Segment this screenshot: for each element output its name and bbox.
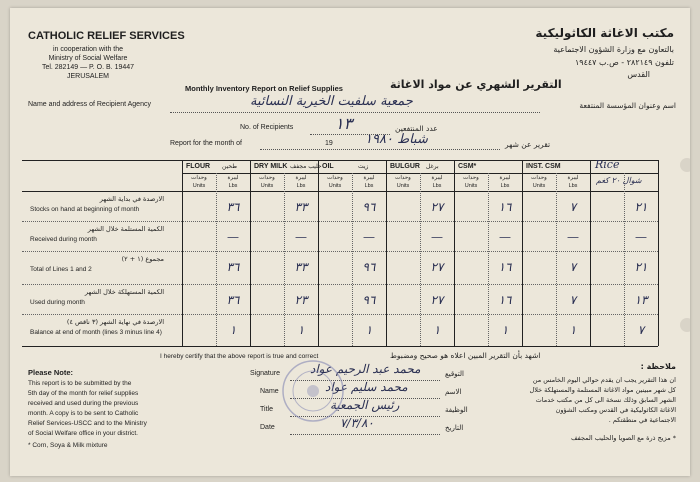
note-title-ar: ملاحظة :: [640, 362, 676, 371]
table-cell: —: [635, 230, 647, 244]
org-city-ar: القدس: [627, 70, 650, 79]
row-label-en: Balance at end of month (lines 3 minus line 4): [30, 329, 162, 336]
name-label: Name: [260, 388, 279, 395]
table-cell: —: [363, 230, 375, 244]
title-label: Title: [260, 406, 273, 413]
agency-label: Name and address of Recipient Agency: [28, 101, 151, 108]
sub-header-lbs_ar: ليبرة: [499, 175, 511, 181]
sub-header-lbs: Lbs: [568, 183, 578, 189]
sub-header-lbs: Lbs: [296, 183, 306, 189]
row-divider: [22, 251, 658, 252]
table-cell: ٣٦: [226, 260, 240, 274]
sub-header-units_ar: وحدات: [327, 175, 343, 181]
row-label-en: Stocks on hand at beginning of month: [30, 206, 140, 213]
name-value: محمد سليم عواد: [325, 380, 408, 394]
table-cell: ٧: [569, 200, 577, 214]
month-underline: [260, 149, 500, 150]
table-cell: ٩٦: [362, 200, 376, 214]
row-divider: [22, 284, 658, 285]
agency-stamp: [278, 356, 348, 426]
certify-text: I hereby certify that the above report is true and correct: [160, 353, 319, 360]
org-tel-ar: تلفون ٢٨٢١٤٩ - ص.ب ١٩٤٤٧: [574, 58, 674, 67]
sub-header-units: Units: [328, 183, 342, 189]
table-subheader-divider: [22, 191, 658, 192]
table-cell: —: [227, 230, 239, 244]
note-line-ar: الشهر السابق وذلك نسخة الى كل من مكتب خدمات: [535, 396, 676, 404]
report-title: Monthly Inventory Report on Relief Supplies: [185, 84, 343, 93]
report-title-ar: التقرير الشهري عن مواد الاغاثة: [390, 78, 562, 91]
table-cell: ١: [569, 323, 577, 337]
sub-header-lbs_ar: ليبرة: [431, 175, 443, 181]
sub-header-units: Units: [396, 183, 410, 189]
table-cell: ٧: [569, 293, 577, 307]
row-label-ar: الكمية المستهلكة خلال الشهر: [84, 288, 164, 296]
table-cell: ٢٧: [430, 293, 444, 307]
col-header-ar-3: برغل: [426, 163, 439, 170]
table-cell: —: [431, 230, 443, 244]
org-coop2: Ministry of Social Welfare: [48, 55, 128, 62]
org-coop1: in cooperation with the: [52, 46, 124, 53]
agency-label-ar: اسم وعنوان المؤسسة المنتفعة: [579, 101, 676, 110]
table-cell: ١: [365, 323, 373, 337]
org-coop-ar: بالتعاون مع وزارة الشؤون الاجتماعية: [553, 45, 674, 54]
org-tel: Tel. 282149 — P. O. B. 19447: [41, 64, 135, 71]
title-label-ar: الوظيفة: [445, 406, 468, 414]
col-header-ar-2: زيت: [358, 163, 369, 170]
table-cell: ١: [229, 323, 237, 337]
date-value: ٧/٣/٨٠: [340, 416, 374, 430]
table-cell: ٢٣: [294, 293, 308, 307]
signature-value: محمد عبد الرحيم عواد: [310, 362, 421, 376]
agency-value: جمعية سلفيت الخيرية النسائية: [250, 94, 413, 109]
sub-header-units_ar: وحدات: [395, 175, 411, 181]
table-cell: ٣٣: [294, 200, 308, 214]
row-label-en: Total of Lines 1 and 2: [30, 266, 92, 273]
extra-col-value: Rice: [595, 158, 620, 171]
table-cell: ١٦: [498, 260, 512, 274]
table-cell: ١٦: [498, 200, 512, 214]
row-label-en: Received during month: [30, 236, 97, 243]
month-label-ar: تقرير عن شهر: [505, 140, 551, 149]
recipients-value: ١٣: [335, 114, 353, 133]
col-header-5: INST. CSM: [526, 163, 561, 170]
punch-hole: [680, 318, 690, 332]
note-line: of Social Welfare office in your district.: [28, 430, 138, 437]
row-label-en: Used during month: [30, 299, 85, 306]
signature-label-ar: التوقيع: [445, 370, 464, 378]
sub-header-units_ar: وحدات: [259, 175, 275, 181]
sub-header-lbs: Lbs: [228, 183, 238, 189]
row-label-ar: مجموع (١ + ٢): [121, 255, 164, 263]
note-line-ar: الاغاثة الكاثوليكية في القدس ومكتب الشؤون: [555, 406, 676, 414]
sub-header-units: Units: [532, 183, 546, 189]
note-line: month. A copy is to be sent to Catholic: [28, 410, 139, 417]
table-cell: ١٣: [634, 293, 648, 307]
name-label-ar: الاسم: [445, 388, 462, 396]
sub-header-lbs_ar: ليبرة: [363, 175, 375, 181]
col-header-ar-0: طحين: [222, 163, 238, 170]
table-cell: ١: [297, 323, 305, 337]
table-cell: ٣٣: [294, 260, 308, 274]
col-header-3: BULGUR: [390, 163, 420, 170]
sub-header-lbs_ar: ليبرة: [567, 175, 579, 181]
sub-header-units_ar: وحدات: [463, 175, 479, 181]
table-bottom-border: [22, 346, 658, 347]
org-name: CATHOLIC RELIEF SERVICES: [28, 30, 185, 42]
table-cell: ٣٦: [226, 200, 240, 214]
col-header-0: FLOUR: [186, 163, 211, 170]
month-value: شباط ١٩٨٠: [365, 132, 428, 147]
sub-header-units: Units: [464, 183, 478, 189]
table-cell: —: [567, 230, 579, 244]
table-cell: ٣٦: [226, 293, 240, 307]
col-header-1: DRY MILK: [254, 163, 288, 170]
org-name-ar: مكتب الاغاثة الكاثوليكية: [535, 26, 674, 40]
title-value: رئيس الجمعية: [330, 398, 400, 412]
table-cell: ٩٦: [362, 293, 376, 307]
row-label-ar: الارصدة في بداية الشهر: [99, 195, 164, 203]
table-cell: ٢٧: [430, 260, 444, 274]
agency-underline: [170, 112, 540, 113]
table-cell: ٢١: [634, 260, 648, 274]
table-cell: —: [295, 230, 307, 244]
table-cell: ١: [501, 323, 509, 337]
note-line: Relief Services-USCC and to the Ministry: [28, 420, 147, 427]
note-line-ar: ان هذا التقرير يجب ان يقدم حوالي اليوم الخامس من: [532, 376, 676, 384]
table-cell: ٧: [569, 260, 577, 274]
row-divider: [22, 314, 658, 315]
row-divider: [22, 221, 658, 222]
table-cell: ٢٧: [430, 200, 444, 214]
note-line-ar: كل شهر مبينين مواد الاغاثة المستلمة والمستهلكة خلال: [529, 386, 676, 394]
date-label: Date: [260, 424, 275, 431]
note-title: Please Note:: [28, 368, 74, 377]
date-underline: [290, 434, 440, 435]
extra-col-sub: شوال ٢٠ كغم: [596, 176, 642, 185]
col-divider: [658, 160, 659, 346]
note-footnote: * Corn, Soya & Milk mixture: [28, 442, 108, 449]
col-header-4: CSM*: [458, 163, 477, 170]
org-city: JERUSALEM: [66, 73, 109, 80]
inventory-report-form: [10, 8, 690, 476]
note-line-ar: الاجتماعية في منطقتكم .: [608, 416, 676, 424]
table-cell: ٩٦: [362, 260, 376, 274]
row-label-ar: الكمية المستلمة خلال الشهر: [87, 225, 164, 233]
note-line: This report is to be submitted by the: [28, 380, 132, 387]
sub-header-units: Units: [192, 183, 206, 189]
col-divider: [590, 160, 591, 346]
sub-header-lbs: Lbs: [364, 183, 374, 189]
col-header-ar-1: حليب مجفف: [290, 163, 322, 170]
date-label-ar: التاريخ: [445, 424, 464, 432]
certify-text-ar: اشهد بأن التقرير المبين اعلاه هو صحيح ومضبوط: [390, 351, 541, 360]
sub-header-lbs_ar: ليبرة: [295, 175, 307, 181]
sub-header-lbs: Lbs: [500, 183, 510, 189]
recipients-label-ar: عدد المنتفعين: [395, 124, 438, 133]
table-top-border: [22, 160, 658, 161]
sub-header-units_ar: وحدات: [191, 175, 207, 181]
row-label-ar: الارصدة في نهاية الشهر (٣ ناقص ٤): [66, 318, 164, 326]
table-cell: ٢١: [634, 200, 648, 214]
punch-hole: [680, 158, 690, 172]
note-line: 5th day of the month for relief supplies: [28, 390, 139, 397]
note-line: received and used during the previous: [28, 400, 139, 407]
table-cell: —: [499, 230, 511, 244]
recipients-label: No. of Recipients: [240, 124, 294, 131]
sub-header-lbs: Lbs: [432, 183, 442, 189]
sub-header-lbs_ar: ليبرة: [227, 175, 239, 181]
sub-header-units_ar: وحدات: [531, 175, 547, 181]
table-cell: ١: [433, 323, 441, 337]
signature-label: Signature: [250, 370, 280, 377]
note-footnote-ar: * مزيج ذرة مع الصويا والحليب المجفف: [570, 434, 676, 442]
table-cell: ١٦: [498, 293, 512, 307]
col-header-2: OIL: [322, 163, 334, 170]
sub-header-units: Units: [260, 183, 274, 189]
month-label: Report for the month of: [170, 140, 242, 147]
month-year-prefix: 19: [325, 140, 333, 147]
table-cell: ٧: [637, 323, 645, 337]
